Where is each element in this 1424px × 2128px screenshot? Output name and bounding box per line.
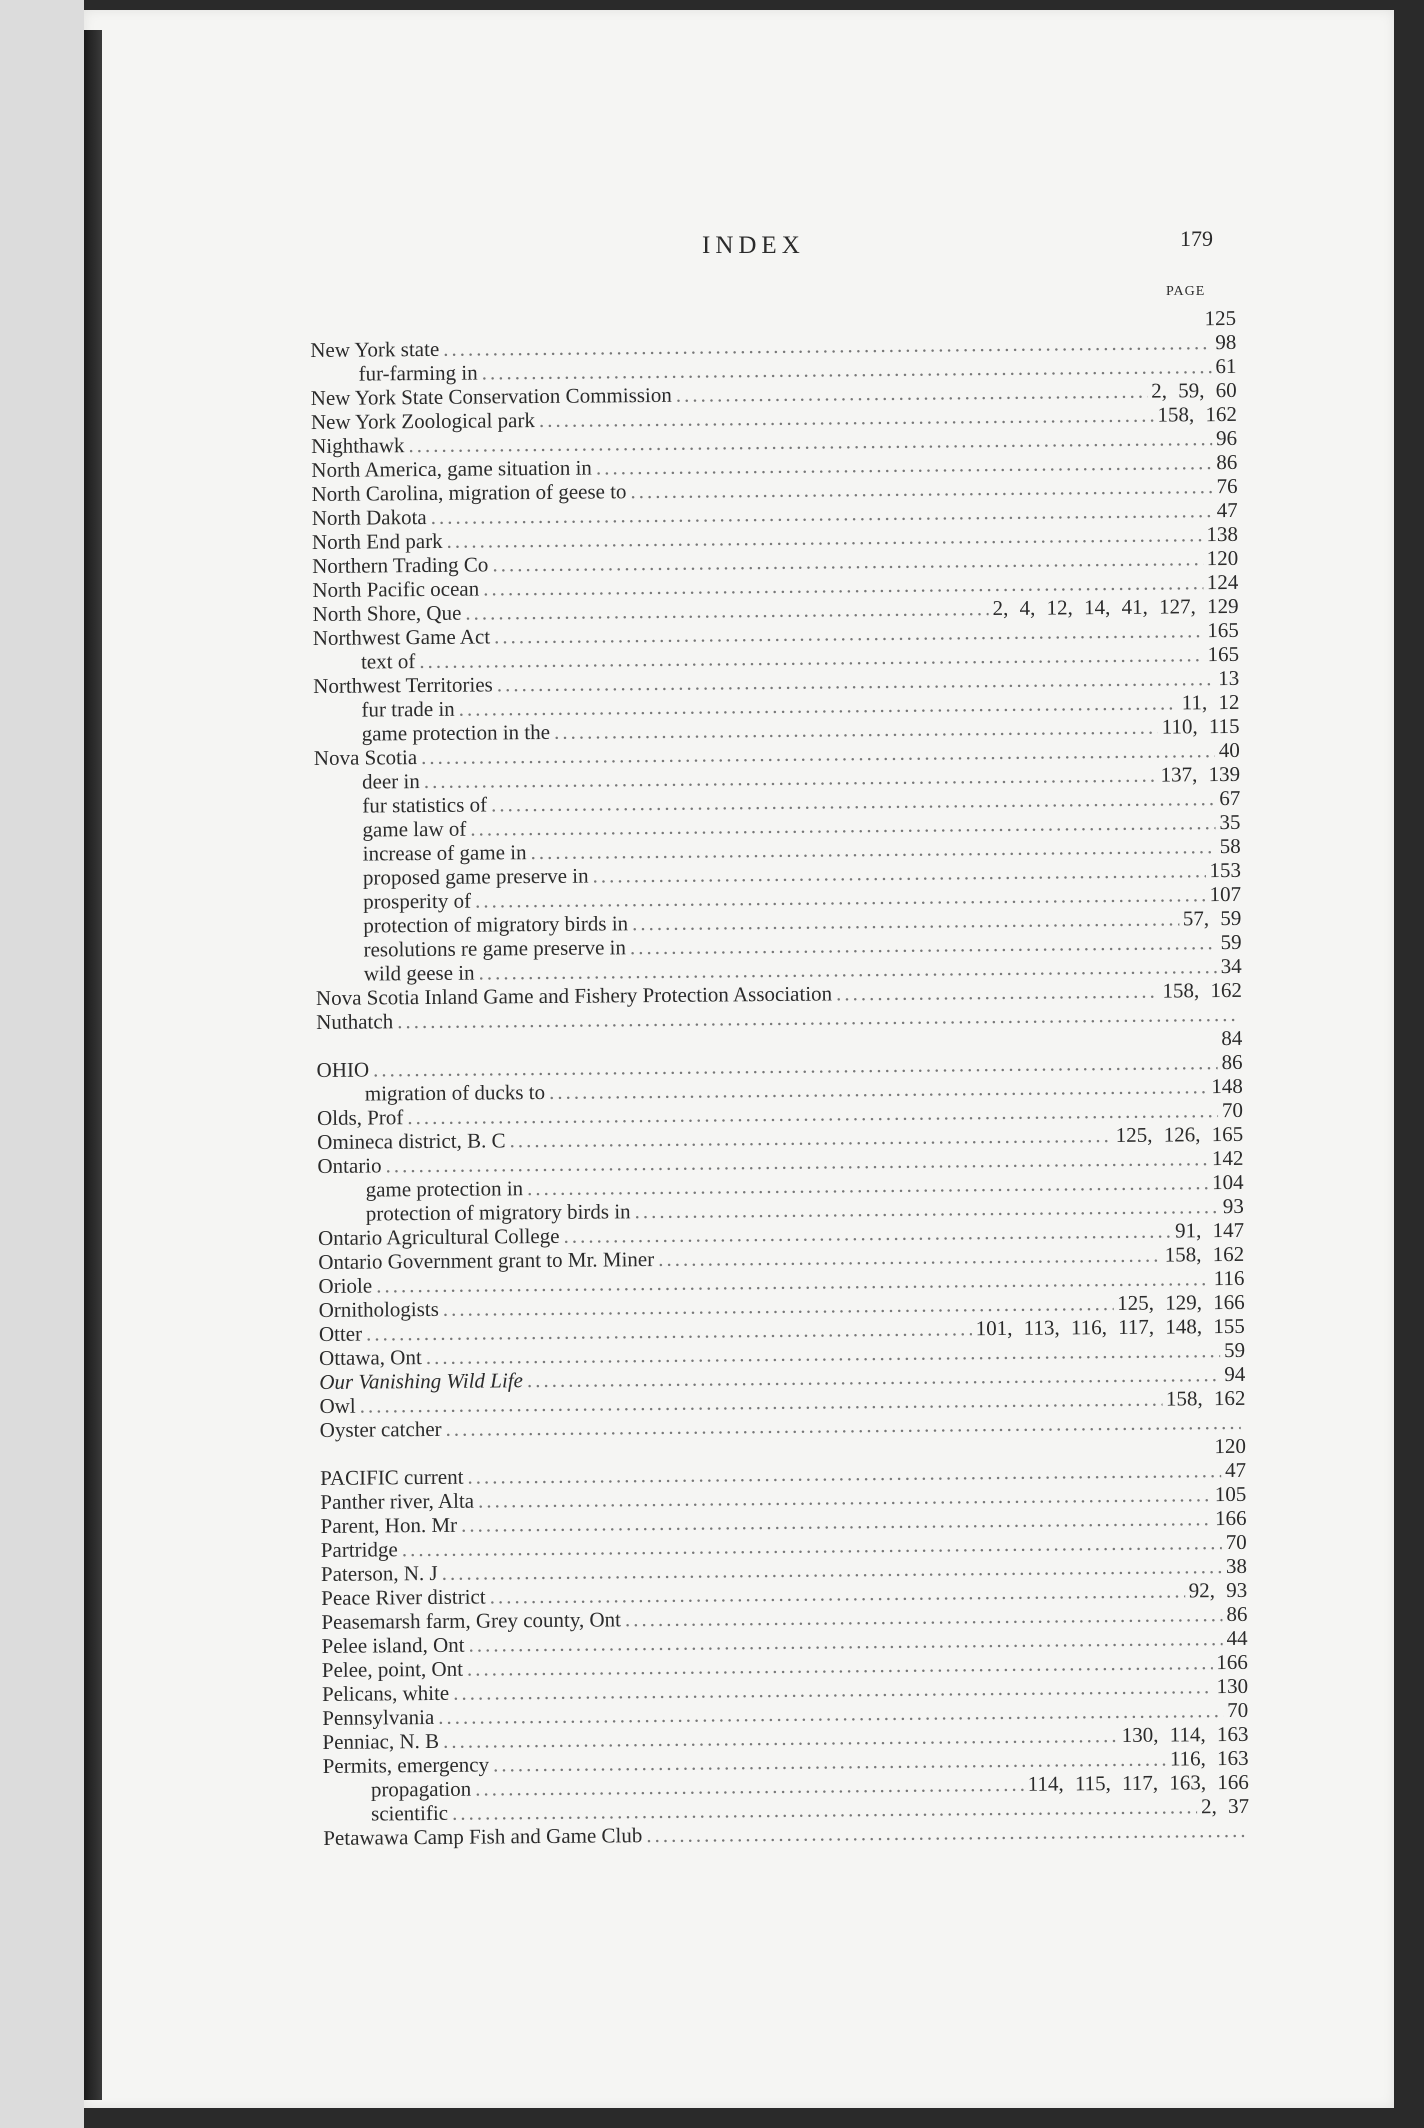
entry-term: Otter <box>318 1321 363 1346</box>
entry-page-refs: 70 <box>1221 1097 1244 1123</box>
entry-page-refs: 153 <box>1209 857 1241 883</box>
entry-term: Northern Trading Co <box>312 552 489 578</box>
page-number: 179 <box>1180 226 1213 251</box>
entry-term: deer in <box>361 769 420 794</box>
entry-page-refs: 96 <box>1216 425 1238 451</box>
entry-page-refs: 148 <box>1211 1073 1243 1099</box>
entry-page-refs: 2, 4, 12, 14, 41, 127, 129 <box>992 593 1239 621</box>
dot-leader <box>836 979 1159 1006</box>
entry-page-refs: 47 <box>1216 497 1238 523</box>
entry-term: text of <box>360 649 416 674</box>
entry-page-refs: 166 <box>1216 1649 1248 1675</box>
entry-term: Permits, emergency <box>322 1752 490 1778</box>
entry-page-refs: 57, 59 <box>1182 905 1242 931</box>
entry-page-refs: 2, 37 <box>1200 1793 1250 1819</box>
entry-term: fur trade in <box>361 696 455 722</box>
entry-term: increase of game in <box>362 840 527 866</box>
entry-page-refs: 59 <box>1223 1337 1246 1363</box>
entry-term: fur-farming in <box>358 360 478 386</box>
entry-page-refs: 35 <box>1219 809 1241 835</box>
entry-page-refs: 116, 163 <box>1169 1745 1249 1771</box>
entry-term: Ontario <box>317 1153 382 1178</box>
entry-page-refs: 125, 129, 166 <box>1117 1289 1245 1315</box>
entry-term: wild geese in <box>363 960 475 986</box>
entry-term: Our Vanishing Wild Life <box>319 1368 524 1394</box>
entry-term: North Pacific ocean <box>312 576 480 602</box>
entry-page-refs: 120 <box>1206 545 1239 571</box>
index-entries <box>310 306 1249 1850</box>
entry-page-refs: 38 <box>1225 1553 1248 1579</box>
entry-page-refs: 34 <box>1220 953 1242 979</box>
entry-page-refs: 166 <box>1214 1505 1247 1531</box>
entry-term: Nova Scotia Inland Game and Fishery Protection Association <box>315 981 833 1010</box>
entry-page-refs: 120 <box>1214 1433 1247 1459</box>
entry-term: Pelicans, white <box>321 1680 450 1706</box>
entry-term: Northwest Territories <box>313 672 493 698</box>
entry-term: game protection in <box>365 1176 524 1202</box>
entry-page-refs: 130 <box>1216 1673 1249 1699</box>
entry-page-refs: 98 <box>1215 329 1237 355</box>
entry-page-refs: 13 <box>1218 665 1240 691</box>
entry-term: migration of ducks to <box>364 1079 546 1106</box>
entry-page-refs: 158, 162 <box>1165 1385 1246 1411</box>
entry-page-refs: 59 <box>1220 929 1242 955</box>
entry-page-refs: 125 <box>1204 305 1237 331</box>
previous-page-edge <box>0 0 84 2128</box>
entry-page-refs: 110, 115 <box>1161 713 1240 739</box>
entry-term: Omineca district, B. C <box>317 1128 506 1154</box>
entry-page-refs: 125, 126, 165 <box>1115 1121 1244 1147</box>
entry-page-refs: 158, 162 <box>1164 1241 1245 1267</box>
entry-term: PACIFIC current <box>320 1464 464 1490</box>
entry-page-refs: 2, 59, 60 <box>1151 377 1237 403</box>
entry-page-refs: 138 <box>1206 521 1239 547</box>
entry-term: Ornithologists <box>318 1296 439 1322</box>
entry-term: Ontario Government grant to Mr. Miner <box>318 1247 655 1274</box>
entry-page-refs: 70 <box>1227 1697 1249 1723</box>
entry-term: Owl <box>319 1393 356 1418</box>
entry-term: Paterson, N. J <box>320 1560 438 1586</box>
entry-term: Petawawa Camp Fish and Game Club <box>323 1823 643 1850</box>
entry-page-refs: 130, 114, 163 <box>1121 1721 1249 1747</box>
entry-term: Pelee, point, Ont <box>321 1656 464 1682</box>
entry-term: New York state <box>310 336 440 362</box>
entry-page-refs: 61 <box>1215 353 1237 379</box>
entry-term: game law of <box>362 816 467 842</box>
entry-term: New York State Conservation Commission <box>310 382 672 410</box>
entry-page-refs: 116 <box>1213 1265 1245 1291</box>
page-title: INDEX <box>702 232 805 259</box>
entry-term: Oyster catcher <box>319 1416 442 1442</box>
entry-page-refs: 114, 115, 117, 163, 166 <box>1027 1769 1249 1796</box>
entry-page-refs: 94 <box>1224 1361 1246 1387</box>
entry-page-refs: 124 <box>1206 569 1239 595</box>
entry-page-refs: 86 <box>1216 449 1238 475</box>
entry-term: Nuthatch <box>316 1009 394 1034</box>
entry-term: Pelee island, Ont <box>321 1632 465 1658</box>
entry-page-refs: 84 <box>1221 1025 1243 1051</box>
entry-term: Partridge <box>320 1537 398 1562</box>
entry-term: Parent, Hon. Mr <box>320 1512 458 1538</box>
entry-page-refs: 11, 12 <box>1181 689 1240 715</box>
entry-page-refs: 58 <box>1219 833 1241 859</box>
entry-page-refs: 92, 93 <box>1188 1577 1248 1603</box>
entry-page-refs: 158, 162 <box>1157 401 1238 427</box>
entry-page-refs: 44 <box>1226 1625 1248 1651</box>
entry-page-refs: 107 <box>1209 881 1242 907</box>
entry-page-refs: 104 <box>1212 1169 1244 1195</box>
entry-term: resolutions re game preserve in <box>363 935 627 962</box>
entry-term: scientific <box>370 1800 449 1826</box>
entry-term: Peasemarsh farm, Grey county, Ont <box>321 1607 622 1634</box>
entry-term: New York Zoological park <box>310 408 536 434</box>
entry-page-refs: 165 <box>1207 641 1240 667</box>
entry-page-refs: 93 <box>1222 1193 1244 1219</box>
entry-term: North Dakota <box>311 504 427 530</box>
entry-page-refs: 91, 147 <box>1174 1217 1245 1243</box>
entry-term: prosperity of <box>363 888 472 914</box>
page-column-label: PAGE <box>1166 284 1206 299</box>
entry-term: North End park <box>311 528 443 554</box>
entry-term: North Carolina, migration of geese to <box>311 479 627 506</box>
entry-page-refs: 47 <box>1225 1457 1247 1483</box>
entry-term: North Shore, Que <box>312 600 462 626</box>
entry-term: Panther river, Alta <box>320 1488 475 1514</box>
entry-page-refs: 86 <box>1221 1049 1243 1075</box>
entry-term: Penniac, N. B <box>322 1728 440 1754</box>
entry-term: Northwest Game Act <box>312 624 491 650</box>
entry-term: propagation <box>370 1776 472 1802</box>
entry-term: proposed game preserve in <box>362 863 589 890</box>
entry-term: fur statistics of <box>362 792 488 818</box>
entry-page-refs: 101, 113, 116, 117, 148, 155 <box>975 1313 1245 1341</box>
entry-page-refs: 40 <box>1218 737 1240 763</box>
entry-term: Oriole <box>318 1273 373 1298</box>
entry-page-refs: 158, 162 <box>1162 977 1243 1003</box>
entry-term: protection of migratory birds in <box>365 1199 631 1226</box>
entry-term: North America, game situation in <box>311 455 592 482</box>
running-head <box>0 226 1424 272</box>
entry-page-refs: 137, 139 <box>1160 761 1241 787</box>
entry-term: Nighthawk <box>311 433 405 458</box>
entry-term: Pennsylvania <box>322 1704 435 1730</box>
entry-page-refs: 165 <box>1207 617 1239 643</box>
entry-term: Nova Scotia <box>313 745 418 770</box>
entry-term: game protection in the <box>361 719 551 746</box>
book-spine <box>84 30 102 2100</box>
entry-page-refs: 70 <box>1225 1529 1247 1555</box>
entry-term: OHIO <box>316 1057 370 1082</box>
entry-term: Ontario Agricultural College <box>317 1223 560 1250</box>
entry-page-refs: 142 <box>1211 1145 1244 1171</box>
entry-page-refs: 105 <box>1214 1481 1247 1507</box>
entry-term: protection of migratory birds in <box>363 911 629 938</box>
entry-term: Peace River district <box>321 1584 486 1610</box>
entry-term: Ottawa, Ont <box>319 1345 422 1370</box>
entry-page-refs: 86 <box>1226 1601 1248 1627</box>
entry-page-refs: 67 <box>1219 785 1241 811</box>
entry-term: Olds, Prof <box>316 1105 404 1130</box>
entry-page-refs: 76 <box>1216 473 1238 499</box>
